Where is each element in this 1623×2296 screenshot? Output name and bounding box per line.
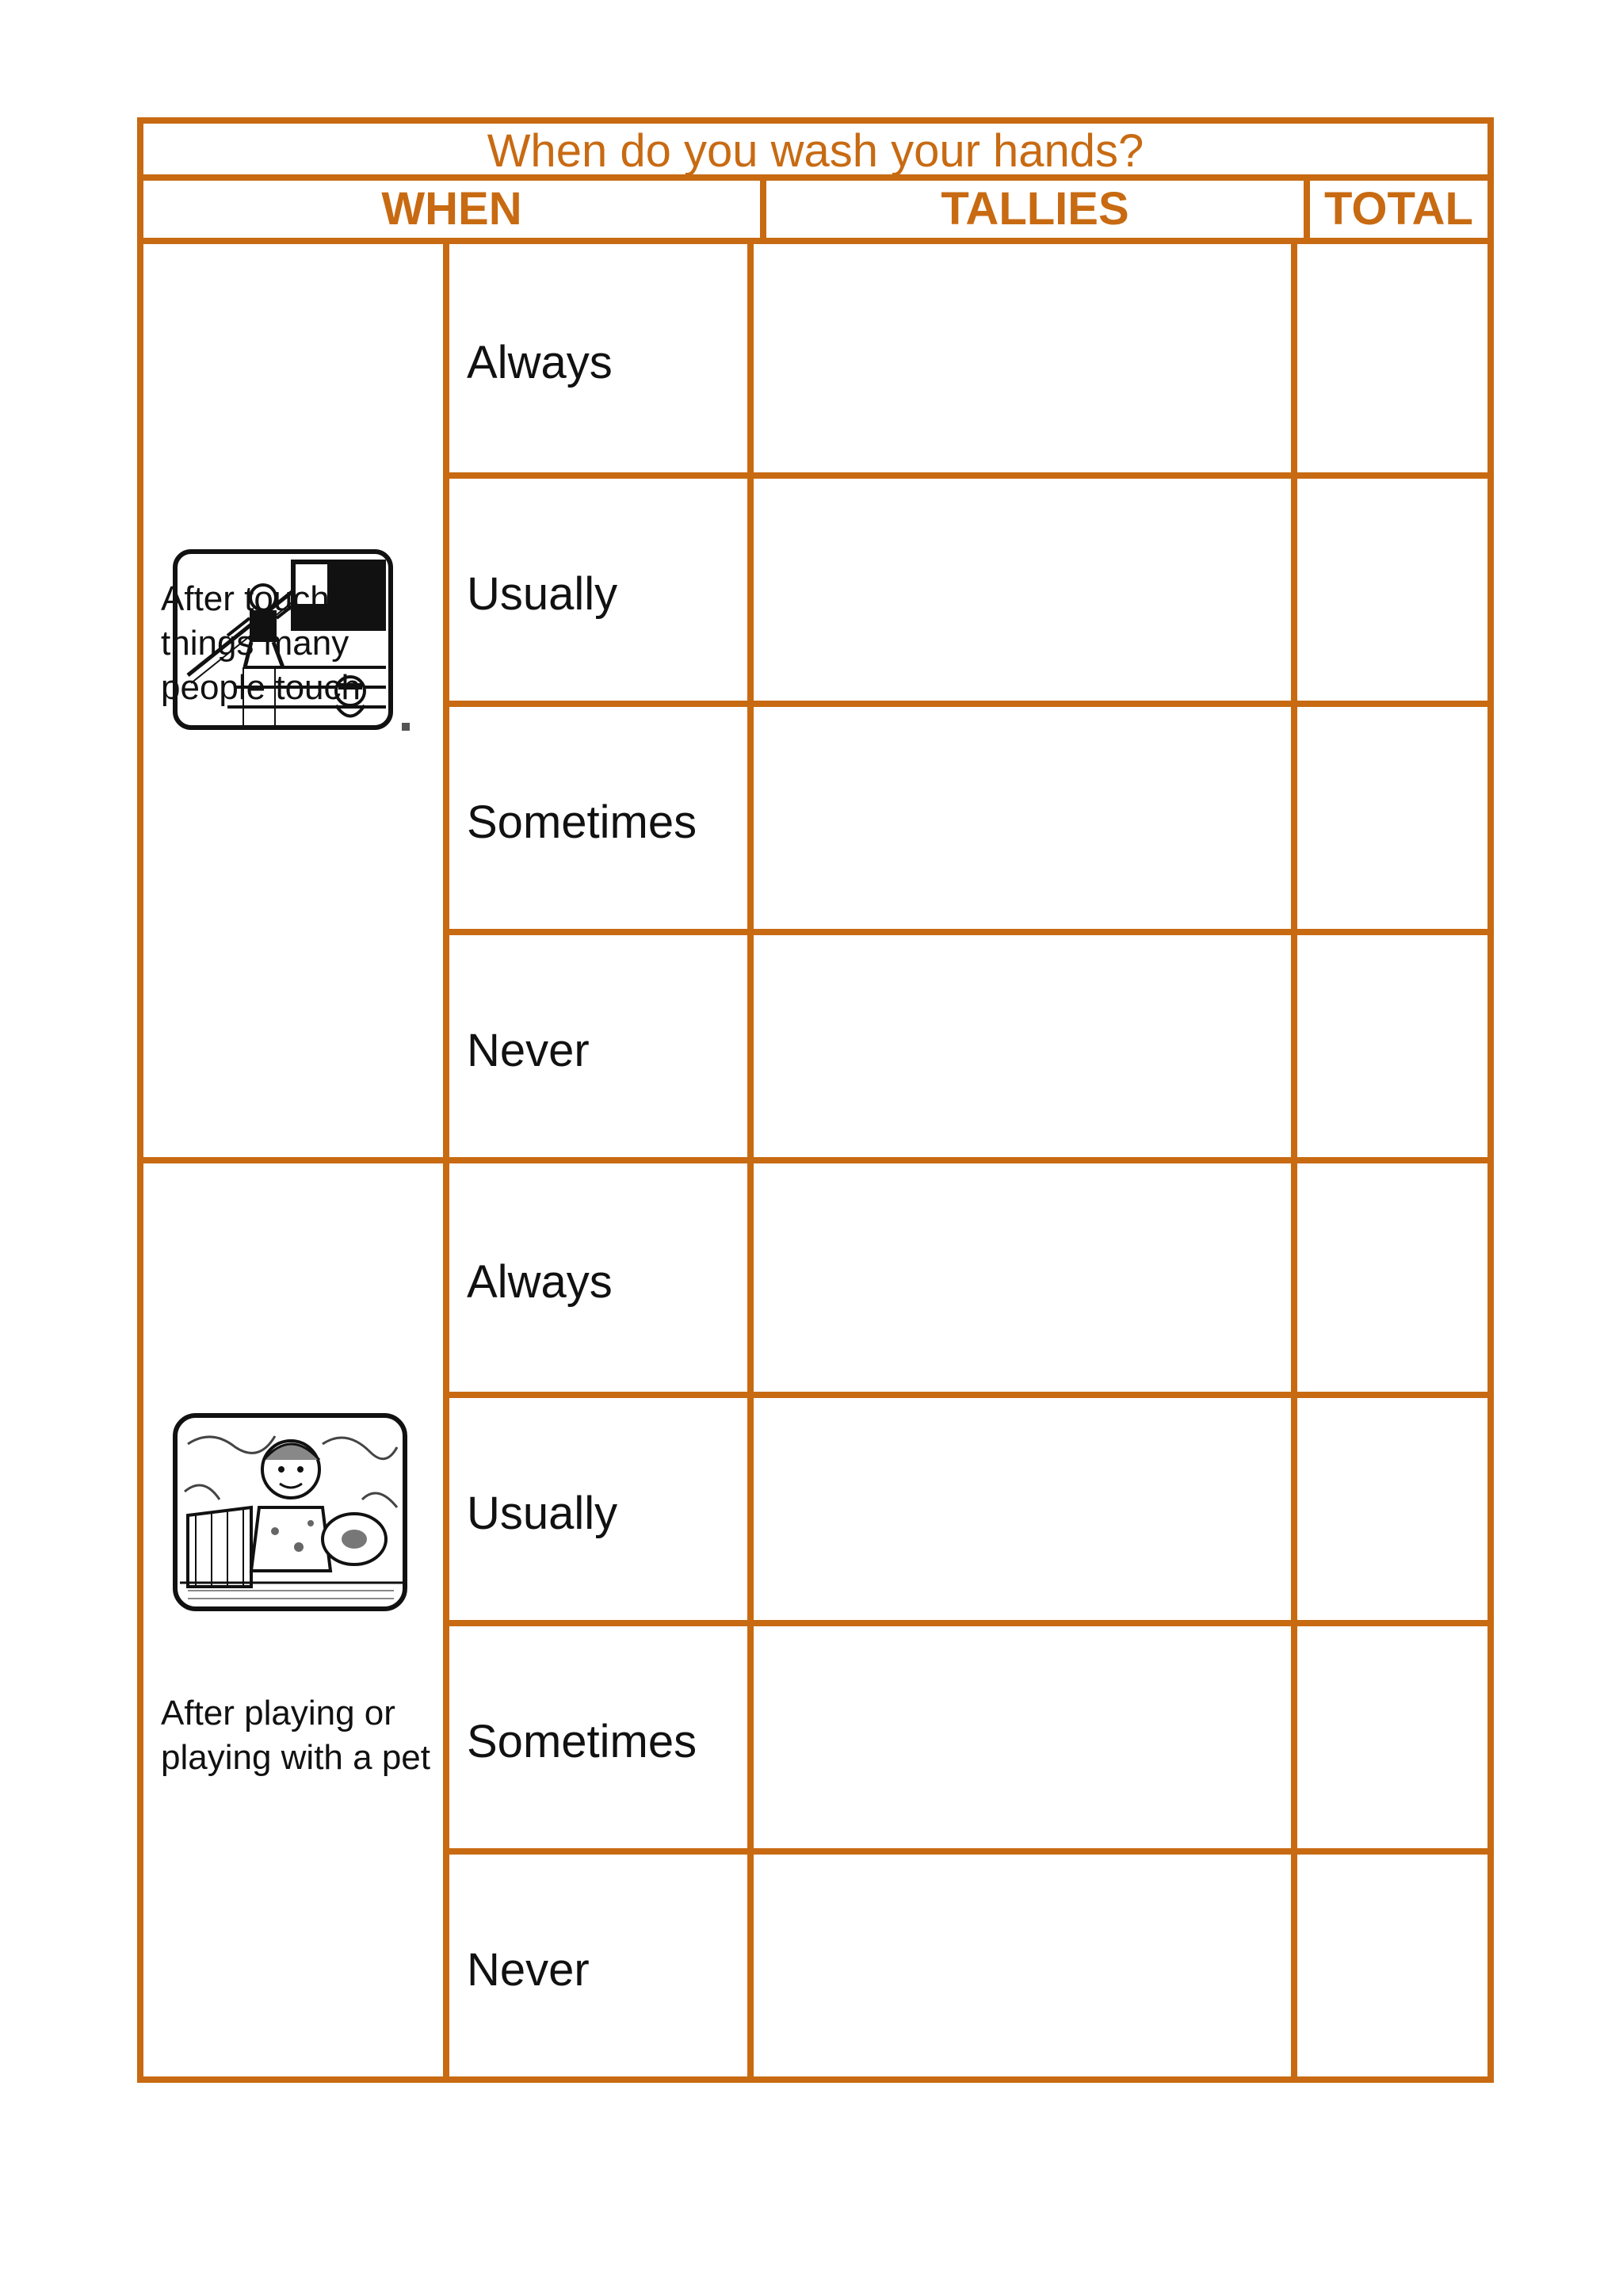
frequency-label: Sometimes <box>467 796 697 848</box>
total-cell[interactable] <box>1291 935 1475 1157</box>
total-cell[interactable] <box>1291 1855 1475 2076</box>
tally-cell[interactable] <box>747 1163 1291 1392</box>
table-row <box>449 244 1487 472</box>
table-row <box>449 1392 1487 1620</box>
total-cell[interactable] <box>1291 1163 1475 1392</box>
frequency-label: Never <box>467 1943 590 1996</box>
frequency-label: Usually <box>467 1487 618 1539</box>
table-row <box>449 1163 1487 1392</box>
tally-cell[interactable] <box>747 479 1291 701</box>
header-when: WHEN <box>381 183 522 235</box>
table-row <box>449 1620 1487 1848</box>
tally-cell[interactable] <box>747 244 1291 472</box>
table-row <box>449 929 1487 1157</box>
group-playing-with-pet <box>143 1157 1487 2076</box>
header-row <box>143 181 1487 244</box>
frequency-rows <box>449 1163 1487 2076</box>
frequency-rows <box>449 244 1487 1157</box>
table-row <box>449 701 1487 929</box>
total-cell[interactable] <box>1291 479 1475 701</box>
situation-cell <box>143 244 449 1157</box>
total-cell[interactable] <box>1291 1626 1475 1848</box>
situation-cell <box>143 1163 449 2076</box>
table-row <box>449 472 1487 701</box>
tally-cell[interactable] <box>747 1855 1291 2076</box>
tally-cell[interactable] <box>747 1626 1291 1848</box>
total-cell[interactable] <box>1291 1398 1475 1620</box>
total-cell[interactable] <box>1291 244 1475 472</box>
table-row <box>449 1848 1487 2076</box>
hand-washing-tally-table <box>137 117 1494 2083</box>
boy-with-pet-illustration <box>172 1412 413 1612</box>
frequency-label: Always <box>467 1255 613 1308</box>
situation-caption: After touching things many people touch <box>161 579 376 707</box>
tally-cell[interactable] <box>747 707 1291 929</box>
table-title: When do you wash your hands? <box>143 124 1487 181</box>
total-cell[interactable] <box>1291 707 1475 929</box>
tally-cell[interactable] <box>747 1398 1291 1620</box>
group-touching-things <box>143 244 1487 1157</box>
situation-caption: After playing or playing with a pet <box>161 1694 430 1777</box>
tally-cell[interactable] <box>747 935 1291 1157</box>
frequency-label: Never <box>467 1024 590 1076</box>
frequency-label: Usually <box>467 567 618 620</box>
header-tallies: TALLIES <box>760 181 1304 238</box>
header-total: TOTAL <box>1304 181 1487 238</box>
frequency-label: Sometimes <box>467 1715 697 1767</box>
frequency-label: Always <box>467 336 613 388</box>
